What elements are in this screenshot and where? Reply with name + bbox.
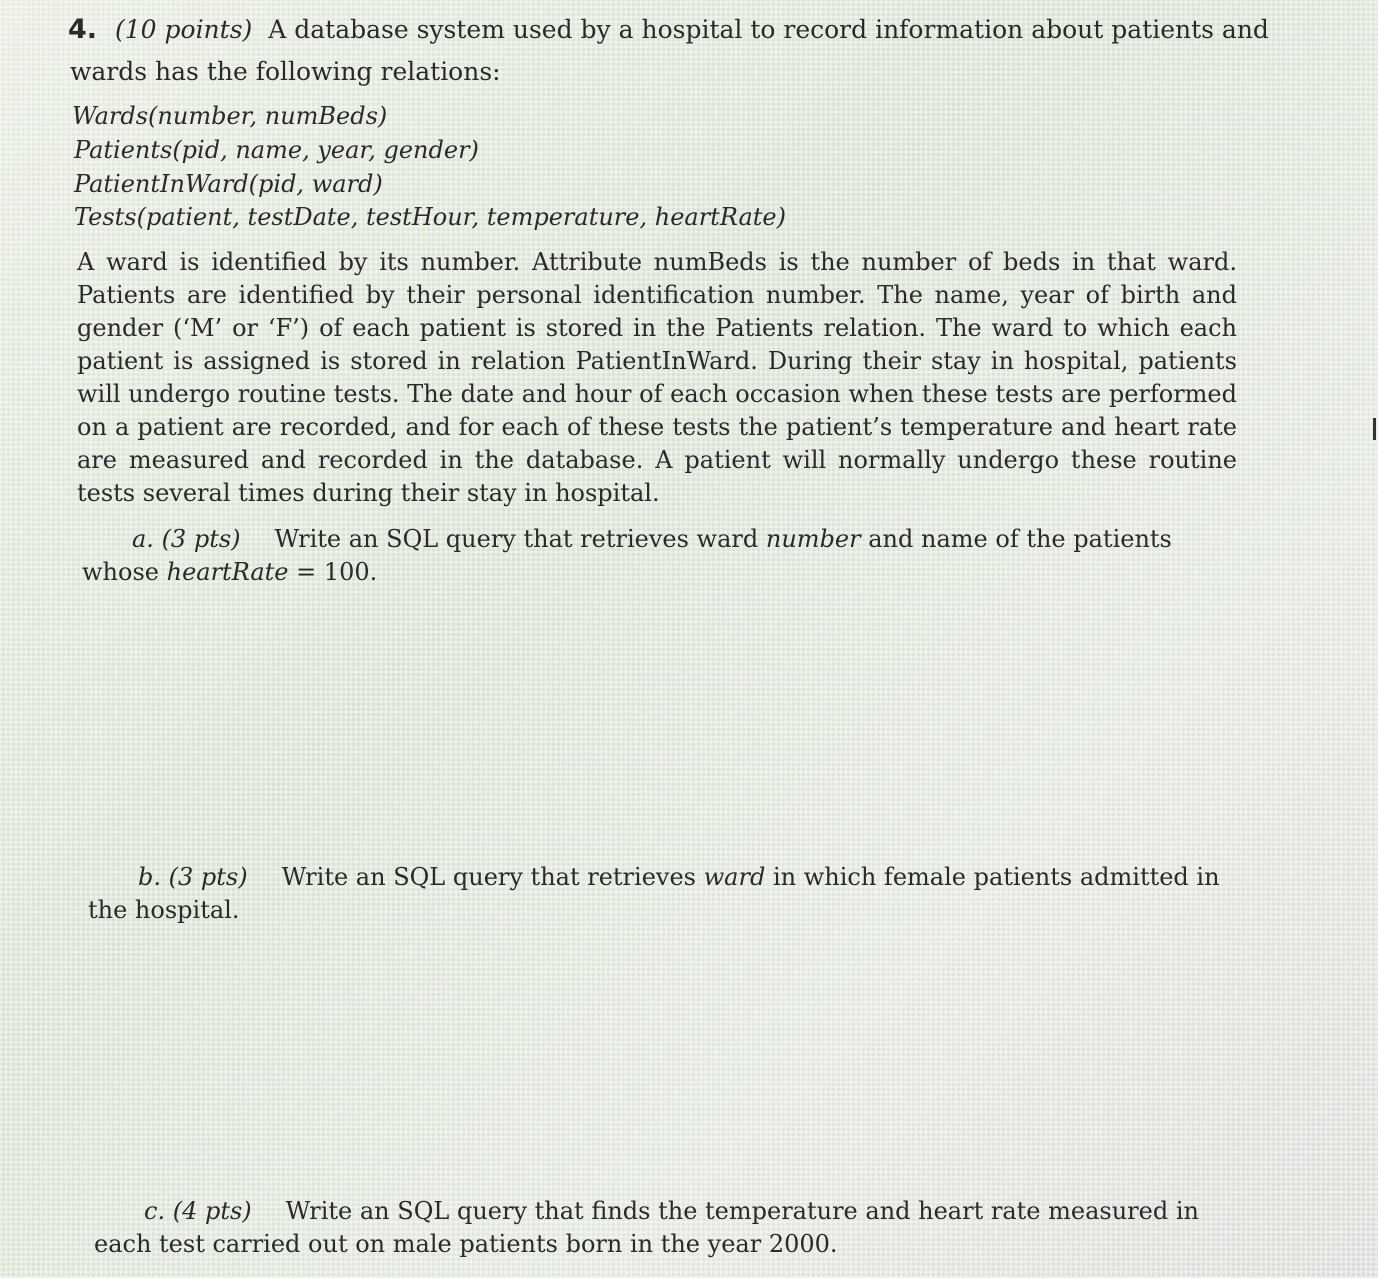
question-intro-line1: A database system used by a hospital to record information about patients and [268, 15, 1269, 44]
relation-patients: Patients(pid, name, year, gender) [74, 136, 479, 164]
part-b-italic1: ward [703, 863, 766, 891]
part-a [82, 523, 1232, 589]
part-a-text2: and name of the patients whose [82, 525, 1172, 586]
part-c-text1: Write an SQL query that finds the temperature and heart rate measured in each test carried out on male patients born in the year 2000. [94, 1197, 1199, 1258]
question-header [68, 14, 1269, 46]
relation-patient-in-ward: PatientInWard(pid, ward) [74, 170, 383, 198]
part-a-italic2: heartRate [166, 558, 289, 586]
part-a-text1: Write an SQL query that retrieves ward [274, 525, 759, 553]
edge-mark [1373, 418, 1376, 440]
part-a-text3: = 100. [296, 558, 378, 586]
description-paragraph: A ward is identified by its number. Attribute numBeds is the number of beds in that ward. Patients are identified by their personal identification number. The name, year of birth and gender (‘M’ or ‘F’) of each patient is stored in the Patients relation. The ward to which each patient is assigned is stored in relation PatientInWard. During their stay in hospital, patients will undergo routine tests. The date and hour of each occasion when these tests are performed on a patient are recorded, and for each of these tests the patient’s temperature and heart rate are measured and recorded in the database. A patient will normally undergo these routine tests several times during their stay in hospital. [77, 248, 1237, 507]
question-number: 4. [68, 14, 98, 45]
part-a-label: a. (3 pts) [132, 525, 241, 553]
question-intro-line2: wards has the following relations: [70, 57, 501, 86]
part-c [94, 1195, 1229, 1261]
question-points: (10 points) [115, 15, 253, 44]
relation-tests: Tests(patient, testDate, testHour, temperature, heartRate) [74, 203, 786, 231]
part-b [88, 861, 1233, 927]
part-b-text2: in which female patients admitted in the hospital. [88, 863, 1220, 924]
part-a-italic1: number [765, 525, 861, 553]
part-c-label: c. (4 pts) [144, 1197, 252, 1225]
part-b-label: b. (3 pts) [138, 863, 248, 891]
relation-wards: Wards(number, numBeds) [72, 102, 388, 130]
part-b-text1: Write an SQL query that retrieves [281, 863, 696, 891]
